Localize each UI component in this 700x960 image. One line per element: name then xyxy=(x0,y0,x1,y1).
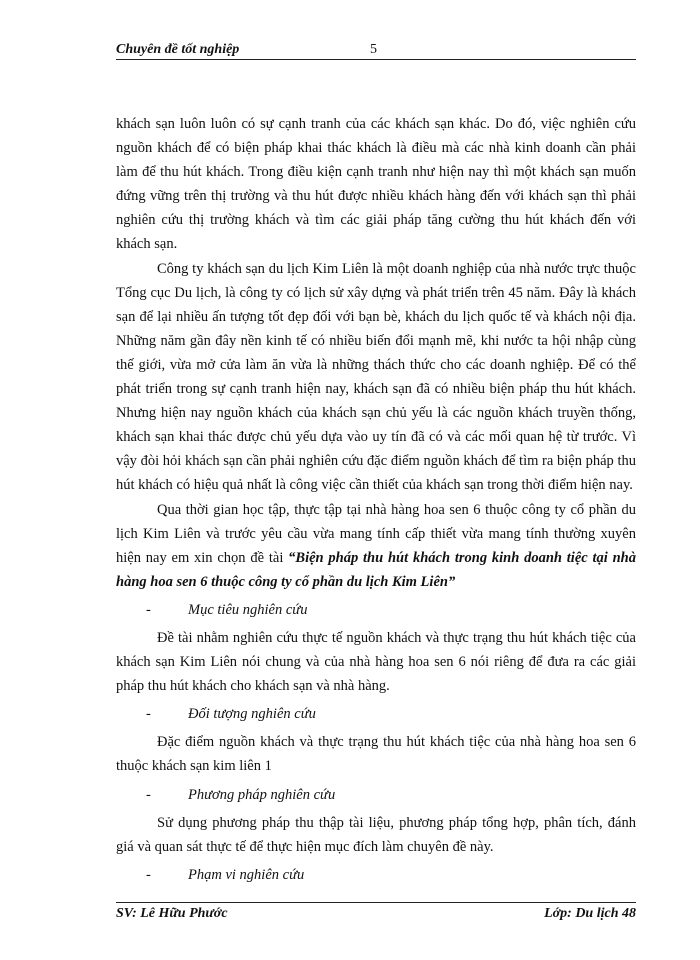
bullet-dash: - xyxy=(146,601,151,618)
bullet-dash: - xyxy=(146,866,151,883)
section-heading-text: Phạm vi nghiên cứu xyxy=(188,866,305,883)
section-heading-text: Phương pháp nghiên cứu xyxy=(188,786,336,803)
header-divider xyxy=(116,59,636,60)
page-number: 5 xyxy=(370,42,377,57)
paragraph-3-intro: Qua thời gian học tập, thực tập tại nhà hàng hoa sen 6 thuộc công ty cổ phần du lịch Kim Liên và trước yêu cầu vừa mang tính cấp thiết vừa mang tính thường xuyên hiện nay em xin chọn đề tài xyxy=(116,501,636,566)
class-name: Lớp: Du lịch 48 xyxy=(544,906,636,921)
page-header xyxy=(116,40,636,60)
paragraph-1: khách sạn luôn luôn có sự cạnh tranh của các khách sạn khác. Do đó, việc nghiên cứu nguồn khách để có biện pháp khai thác khách là điều mà các nhà kinh doanh cần phải làm để thu hút khách. Trong điều kiện cạnh tranh như hiện nay thì một khách sạn muốn đứng vững trên thị trường và thu hút được nhiều khách hàng đến với khách sạn thì phải nghiên cứu thị trường khách và tìm các giải pháp tăng cường thu hút khách đến với khách sạn. xyxy=(116,116,636,253)
section-heading-text: Đối tượng nghiên cứu xyxy=(188,706,316,723)
bullet-dash: - xyxy=(146,786,151,803)
section-heading-scope xyxy=(116,863,636,887)
document-title: Chuyên đề tốt nghiệp xyxy=(116,42,240,57)
student-name: SV: Lê Hữu Phước xyxy=(116,906,228,921)
page-body xyxy=(116,112,636,891)
section-text-objectives: Đề tài nhằm nghiên cứu thực tế nguồn khách và thực trạng thu hút khách tiệc của khách sạn Kim Liên nói chung và của nhà hàng hoa sen 6 nói riêng để đưa ra các giải pháp thu hút khách cho khách sạn và nhà hàng. xyxy=(116,629,636,695)
section-heading-text: Mục tiêu nghiên cứu xyxy=(188,601,308,618)
bullet-dash: - xyxy=(146,706,151,723)
paragraph-2: Công ty khách sạn du lịch Kim Liên là một doanh nghiệp của nhà nước trực thuộc Tổng cục Du lịch, là công ty có lịch sử xây dựng và phát triển trên 45 năm. Đây là khách sạn để lại nhiều ấn tượng tốt đẹp đối với bạn bè, khách du lịch quốc tế và khách nội địa. Những năm gần đây nền kinh tế có nhiều biến đổi mạnh mẽ, khi nước ta hội nhập cùng thế giới, vừa mở cửa làm ăn vừa là những thách thức cho các doanh nghiệp. Để có thể phát triển trong sự cạnh tranh hiện nay, khách sạn đã có nhiều biện pháp thu hút khách. Nhưng hiện nay nguồn khách của khách sạn chủ yếu là các nguồn khách truyền thống, khách sạn khai thác được chủ yếu dựa vào uy tín đã có và các mối quan hệ từ trước. Vì vậy đòi hỏi khách sạn cần phải nghiên cứu đặc điểm nguồn khách để tìm ra biện pháp thu hút khách có hiệu quả nhất là công việc cần thiết của khách sạn trong thời điểm hiện nay. xyxy=(116,260,636,494)
section-heading-objectives xyxy=(116,598,636,622)
footer-divider xyxy=(116,902,636,903)
page-footer xyxy=(116,906,636,926)
thesis-topic-title: “Biện pháp thu hút khách trong kinh doanh tiệc tại nhà hàng hoa sen 6 thuộc công ty cổ phần du lịch Kim Liên” xyxy=(116,549,636,590)
section-heading-methods xyxy=(116,783,636,807)
section-heading-subjects xyxy=(116,702,636,726)
paragraph-3 xyxy=(116,498,636,594)
section-text-subjects: Đặc điểm nguồn khách và thực trạng thu hút khách tiệc của nhà hàng hoa sen 6 thuộc khách sạn kim liên 1 xyxy=(116,734,636,775)
section-text-methods: Sử dụng phương pháp thu thập tài liệu, phương pháp tổng hợp, phân tích, đánh giá và quan sát thực tế để thực hiện mục đích làm chuyên đề này. xyxy=(116,814,636,855)
